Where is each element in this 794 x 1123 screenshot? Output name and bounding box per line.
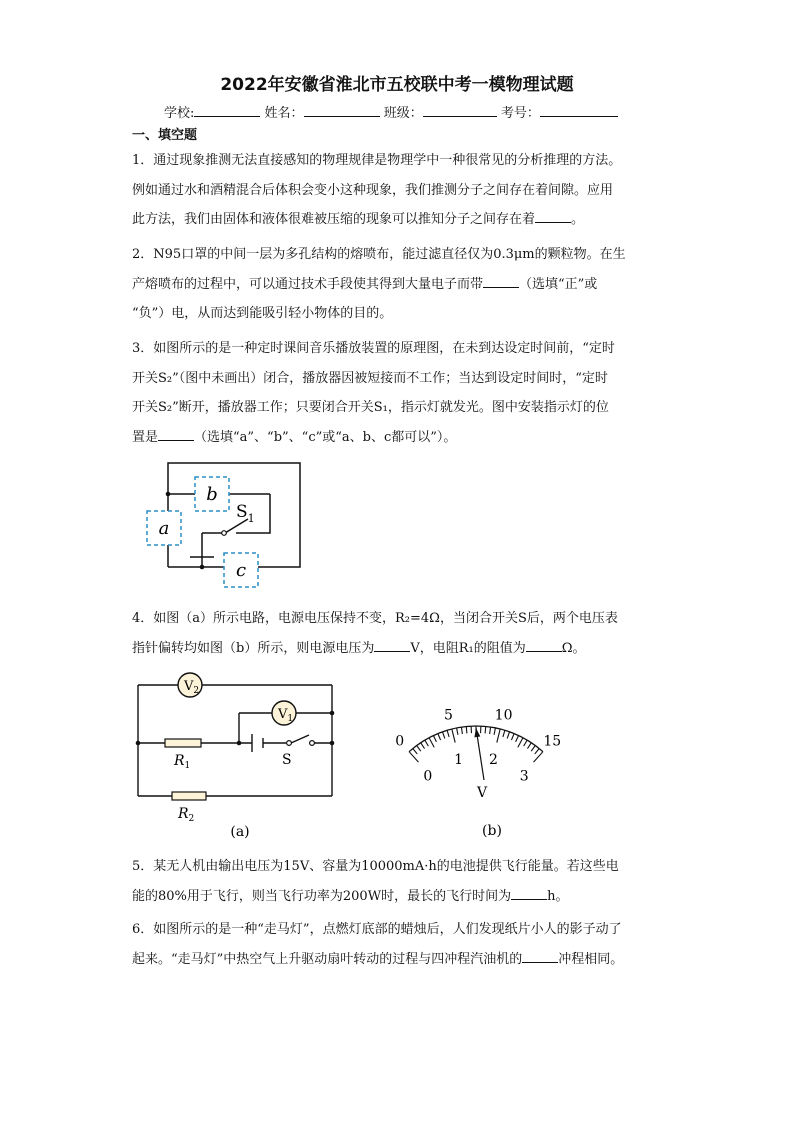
label-v2-sub: 2: [193, 686, 200, 696]
name-label: 姓名：: [264, 106, 304, 121]
answer-blank: [535, 210, 571, 223]
dial-tick: [535, 749, 539, 754]
label-r1-sub: 1: [184, 761, 191, 771]
number-label: 考号：: [500, 106, 540, 121]
q1-line1: 1．通过现象推测无法直接感知的物理规律是物理学中一种很常见的分析推理的方法。: [132, 153, 622, 168]
label-b: b: [206, 484, 218, 505]
q2-line2: [132, 270, 662, 300]
junction-dot: [136, 741, 141, 746]
dial-tick: [511, 734, 514, 740]
dial-tick: [503, 730, 505, 737]
dial-tick: [417, 746, 421, 752]
q2-line3: “负”）电，从而达到能吸引轻小物体的目的。: [132, 306, 393, 321]
dial-tick: [527, 743, 531, 749]
inner-tick-label: 1: [454, 752, 464, 769]
dial-tick: [457, 728, 458, 735]
switch-contact: [310, 741, 315, 746]
label-r2-sub: 2: [188, 814, 195, 824]
q3-line4: [132, 423, 662, 453]
caption-a: (a): [230, 824, 250, 840]
question-3: [132, 334, 662, 452]
class-label: 班级：: [383, 106, 423, 121]
q4-line1: 4．如图（a）所示电路，电源电压保持不变，R₂=4Ω，当闭合开关S后，两个电压表: [132, 611, 618, 626]
question-2: [132, 240, 662, 329]
label-c: c: [235, 560, 247, 581]
q6-line2-end: 冲程相同。: [558, 951, 624, 967]
answer-blank: [158, 428, 194, 441]
outer-tick-label: 10: [494, 707, 513, 724]
question-5: [132, 852, 662, 911]
q1-line3-end: 。: [571, 212, 585, 227]
label-r1: [173, 753, 190, 771]
label-r1-main: R: [174, 753, 185, 769]
student-info-line: [164, 102, 618, 121]
label-v1-main: V: [278, 707, 288, 722]
q3-line3: 开关S₂”断开，播放器工作；只要闭合开关S₁，指示灯就发光。图中安装指示灯的位: [132, 400, 609, 415]
outer-tick-label: 15: [543, 733, 562, 750]
q6-line2-text: 起来。“走马灯”中热空气上升驱动扇叶转动的过程与四冲程汽油机的: [132, 951, 523, 967]
q3-line1: 3．如图所示的是一种定时课间音乐播放装置的原理图，在未到达设定时间前，“定时: [132, 341, 615, 356]
q2-line2-text: 产熔喷布的过程中，可以通过技术手段使其得到大量电子而带: [132, 276, 484, 292]
dial-tick: [442, 732, 444, 739]
junction-dot: [330, 711, 335, 716]
answer-blank: [483, 275, 519, 288]
dial-tick: [485, 726, 486, 733]
answer-blank: [522, 950, 558, 963]
dial-tick: [413, 749, 417, 754]
dial-tick: [518, 738, 523, 748]
junction-dot: [237, 741, 242, 746]
q6-line2: [132, 945, 662, 975]
label-s: S: [282, 752, 292, 768]
outer-tick-label: 0: [395, 733, 405, 750]
question-6: [132, 915, 662, 974]
q3-line4-end: （选填“a”、“b”、“c”或“a、b、c都可以”）。: [194, 429, 457, 445]
q5-line2-text: 能的80%用于飞行，则当飞行功率为200W时，最长的飞行时间为: [132, 888, 512, 904]
inner-tick-label: 0: [423, 768, 433, 785]
inner-tick-label: 2: [488, 752, 498, 769]
dial-tick: [421, 743, 425, 749]
label-s1: [236, 502, 255, 525]
dial-tick: [425, 740, 429, 746]
q5-line2-end: h。: [547, 888, 569, 904]
junction-dot: [166, 492, 171, 497]
section-title: 一、填空题: [132, 128, 198, 143]
needle-label: V: [476, 785, 488, 801]
junction-dot: [200, 565, 205, 570]
dial-tick: [438, 734, 441, 740]
junction-dot: [330, 741, 335, 746]
dial-needle-head: [474, 728, 480, 737]
q4-line2-end: Ω。: [561, 640, 586, 656]
label-v2-main: V: [184, 679, 194, 694]
question-4: [132, 604, 662, 663]
label-s1-sub: 1: [247, 512, 255, 525]
figure-3-circuit: [140, 455, 310, 595]
dial-tick: [433, 736, 436, 742]
dial-tick: [531, 746, 535, 752]
caption-b: (b): [482, 823, 502, 839]
class-blank: [423, 104, 497, 117]
q3-line2: 开关S₂”（图中未画出）闭合，播放器因被短接而不工作；当达到设定时间时，“定时: [132, 370, 608, 386]
q3-line4-text: 置是: [132, 429, 159, 445]
label-s1-main: S: [236, 502, 248, 522]
dial-tick: [497, 729, 500, 743]
answer-blank: [511, 887, 547, 900]
dial-tick: [516, 736, 519, 742]
dial-tick: [494, 728, 495, 735]
number-blank: [540, 104, 618, 117]
outer-tick-label: 5: [443, 707, 453, 724]
dial-tick: [524, 740, 528, 746]
question-1: [132, 146, 662, 235]
label-a: a: [158, 518, 170, 539]
school-label: 学校:: [164, 106, 195, 121]
dial-tick: [466, 726, 467, 733]
dial-tick: [461, 727, 462, 734]
name-blank: [304, 104, 380, 117]
q2-line1: 2．N95口罩的中间一层为多孔结构的熔喷布，能过滤直径仅为0.3μm的颗粒物。在生: [132, 247, 626, 262]
figure-4b-voltmeter-dial: [368, 676, 600, 844]
q2-line2-end: （选填“正”或: [519, 276, 598, 292]
dial-tick: [429, 738, 434, 748]
q1-line3-text: 此方法，我们由固体和液体很难被压缩的现象可以推知分子之间存在着: [132, 212, 536, 227]
inner-tick-label: 3: [519, 768, 529, 785]
dial-tick: [490, 727, 491, 734]
label-r2: [177, 806, 194, 824]
q4-line2: [132, 634, 662, 664]
answer-blank: [526, 639, 562, 652]
q1-line3: [132, 205, 662, 235]
q1-line2: 例如通过水和酒精混合后体积会变小这种现象，我们推测分子之间存在着间隙。应用: [132, 182, 614, 198]
q4-line2-text: 指针偏转均如图（b）所示，则电源电压为: [132, 640, 375, 656]
switch-contact: [222, 531, 227, 536]
switch-contact: [287, 741, 292, 746]
q4-line2-mid: V，电阻R₁的阻值为: [410, 640, 526, 656]
label-r2-main: R: [178, 806, 189, 822]
school-blank: [194, 104, 260, 117]
answer-blank: [374, 639, 410, 652]
q6-line1: 6．如图所示的是一种“走马灯”，点燃灯底部的蜡烛后，人们发现纸片小人的影子动了: [132, 922, 622, 937]
dial-tick: [452, 729, 455, 743]
resistor-r2: [172, 792, 206, 800]
dial-tick: [507, 732, 509, 739]
q5-line2: [132, 882, 662, 912]
dial-tick: [447, 730, 449, 737]
figure-4a-circuit: [132, 672, 346, 844]
label-v1-sub: 1: [287, 714, 294, 724]
page-title: 2022年安徽省淮北市五校联中考一模物理试题: [220, 75, 574, 95]
q5-line1: 5．某无人机由输出电压为15V、容量为10000mA·h的电池提供飞行能量。若这些电: [132, 859, 619, 874]
resistor-r1: [165, 739, 201, 747]
